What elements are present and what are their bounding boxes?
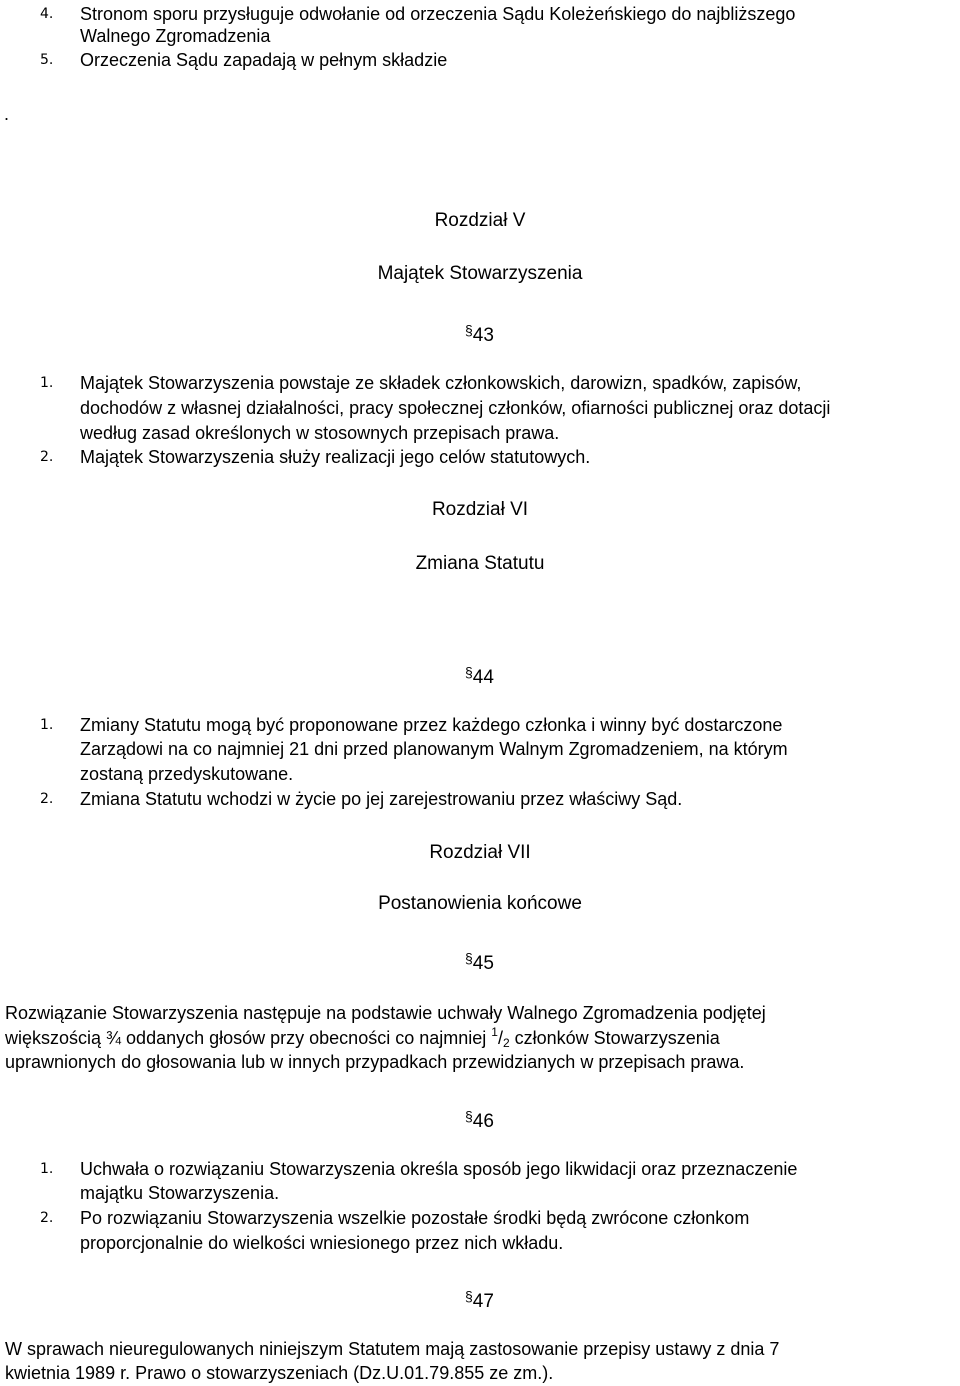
list-item-text: Zmiana Statutu wchodzi w życie po jej zarejestrowaniu przez właściwy Sąd. bbox=[80, 789, 683, 809]
section-heading bbox=[465, 1284, 494, 1314]
fraction-numerator: 1 bbox=[491, 1025, 498, 1039]
paragraph-line: Rozwiązanie Stowarzyszenia następuje na podstawie uchwały Walnego Zgromadzenia podjętej bbox=[5, 1003, 766, 1023]
list-number: 2. bbox=[40, 449, 54, 465]
fraction-denominator: 2 bbox=[502, 1036, 510, 1050]
list-item-text: Majątek Stowarzyszenia służy realizacji jego celów statutowych. bbox=[80, 447, 591, 467]
text-segment: większością ¾ oddanych głosów przy obecności co najmniej bbox=[5, 1028, 492, 1048]
list-item-text: majątku Stowarzyszenia. bbox=[80, 1183, 280, 1203]
list-number: 1. bbox=[40, 375, 54, 391]
text-segment: członków Stowarzyszenia bbox=[509, 1028, 720, 1048]
list-number: 1. bbox=[40, 717, 54, 733]
list-item-text: Orzeczenia Sądu zapadają w pełnym składzie bbox=[80, 50, 448, 70]
list-item-text: Uchwała o rozwiązaniu Stowarzyszenia określa sposób jego likwidacji oraz przeznaczenie bbox=[80, 1159, 798, 1179]
chapter-subtitle: Zmiana Statutu bbox=[415, 553, 545, 574]
paragraph-line bbox=[5, 1026, 720, 1051]
chapter-subtitle: Majątek Stowarzyszenia bbox=[377, 263, 583, 284]
paragraph-line: uprawnionych do głosowania lub w innych przypadkach przewidzianych w przepisach prawa. bbox=[5, 1052, 745, 1072]
section-number: 44 bbox=[472, 667, 494, 688]
section-number: 46 bbox=[472, 1111, 494, 1132]
list-item-text: Majątek Stowarzyszenia powstaje ze składek członkowskich, darowizn, spadków, zapisów, bbox=[80, 373, 802, 393]
list-item-text: proporcjonalnie do wielkości wniesionego przez nich wkładu. bbox=[80, 1233, 564, 1253]
section-mark: § bbox=[465, 1288, 473, 1304]
chapter-title: Rozdział V bbox=[434, 210, 526, 231]
section-heading bbox=[465, 660, 494, 690]
stray-dot: . bbox=[4, 104, 10, 124]
list-item-text: Po rozwiązaniu Stowarzyszenia wszelkie pozostałe środki będą zwrócone członkom bbox=[80, 1208, 750, 1228]
section-number: 43 bbox=[472, 325, 494, 346]
list-number: 2. bbox=[40, 1210, 54, 1226]
list-item-text: Zmiany Statutu mogą być proponowane przez każdego członka i winny być dostarczone bbox=[80, 715, 783, 735]
section-number: 45 bbox=[472, 953, 494, 974]
section-heading bbox=[465, 318, 494, 348]
list-number: 2. bbox=[40, 791, 54, 807]
list-item-text: Zarządowi na co najmniej 21 dni przed planowanym Walnym Zgromadzeniem, na którym bbox=[80, 739, 788, 759]
fraction bbox=[491, 1025, 510, 1050]
paragraph-line: kwietnia 1989 r. Prawo o stowarzyszeniach (Dz.U.01.79.855 ze zm.). bbox=[5, 1363, 554, 1383]
paragraph-line: W sprawach nieuregulowanych niniejszym Statutem mają zastosowanie przepisy ustawy z dnia 7 bbox=[5, 1339, 780, 1359]
list-item-text: zostaną przedyskutowane. bbox=[80, 764, 294, 784]
section-mark: § bbox=[465, 664, 473, 680]
list-item-text: według zasad określonych w stosownych przepisach prawa. bbox=[80, 423, 560, 443]
list-item-text: dochodów z własnej działalności, pracy społecznej członków, ofiarności publicznej oraz dotacji bbox=[80, 398, 831, 418]
section-number: 47 bbox=[472, 1291, 494, 1312]
list-number: 1. bbox=[40, 1161, 54, 1177]
list-item-text: Walnego Zgromadzenia bbox=[80, 26, 271, 46]
section-mark: § bbox=[465, 950, 473, 966]
section-heading bbox=[465, 1104, 494, 1134]
section-mark: § bbox=[465, 1108, 473, 1124]
chapter-title: Rozdział VI bbox=[431, 499, 529, 520]
chapter-title: Rozdział VII bbox=[429, 842, 531, 863]
chapter-subtitle: Postanowienia końcowe bbox=[378, 893, 582, 914]
list-number: 4. bbox=[40, 6, 54, 22]
fraction-separator: / bbox=[497, 1028, 503, 1048]
list-item-text: Stronom sporu przysługuje odwołanie od orzeczenia Sądu Koleżeńskiego do najbliższego bbox=[80, 4, 796, 24]
list-number: 5. bbox=[40, 52, 54, 68]
section-heading bbox=[465, 946, 494, 976]
section-mark: § bbox=[465, 322, 473, 338]
